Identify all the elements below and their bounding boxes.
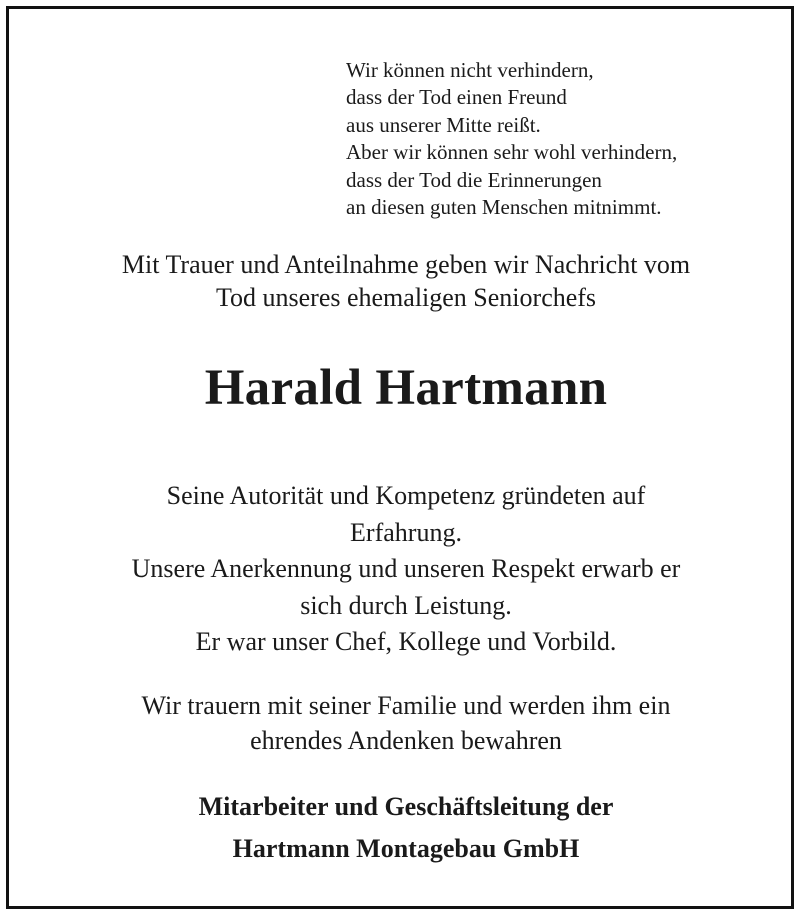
signature-block bbox=[0, 786, 800, 870]
tribute-line: Er war unser Chef, Kollege und Vorbild. bbox=[195, 627, 617, 656]
poem bbox=[346, 57, 677, 221]
poem-line: an diesen guten Menschen mitnimmt. bbox=[346, 195, 662, 220]
poem-line: Aber wir können sehr wohl verhindern, bbox=[346, 140, 678, 165]
intro-line: Tod unseres ehemaligen Seniorchefs bbox=[215, 283, 597, 312]
mourning-line: ehrendes Andenken bewahren bbox=[250, 726, 562, 755]
mourning-text bbox=[0, 688, 800, 758]
poem-line: dass der Tod die Erinnerungen bbox=[346, 167, 602, 192]
intro-line: Mit Trauer und Anteilnahme geben wir Nachricht vom bbox=[121, 250, 691, 279]
poem-line: aus unserer Mitte reißt. bbox=[346, 112, 541, 137]
tribute-line: Unsere Anerkennung und unseren Respekt erwarb er bbox=[131, 554, 681, 583]
mourning-line: Wir trauern mit seiner Familie und werden ihm ein bbox=[141, 691, 671, 720]
deceased-name: Harald Hartmann bbox=[204, 360, 608, 416]
tribute-text bbox=[0, 478, 800, 661]
tribute-line: sich durch Leistung. bbox=[300, 590, 512, 620]
poem-line: dass der Tod einen Freund bbox=[346, 85, 567, 110]
company-name: Hartmann Montagebau GmbH bbox=[232, 834, 580, 863]
poem-line: Wir können nicht verhindern, bbox=[346, 58, 594, 82]
tribute-line: Seine Autorität und Kompetenz gründeten auf bbox=[166, 481, 646, 510]
announcement-intro bbox=[0, 248, 800, 314]
signature-line: Mitarbeiter und Geschäftsleitung der bbox=[198, 792, 614, 821]
tribute-line: Erfahrung. bbox=[350, 517, 462, 547]
